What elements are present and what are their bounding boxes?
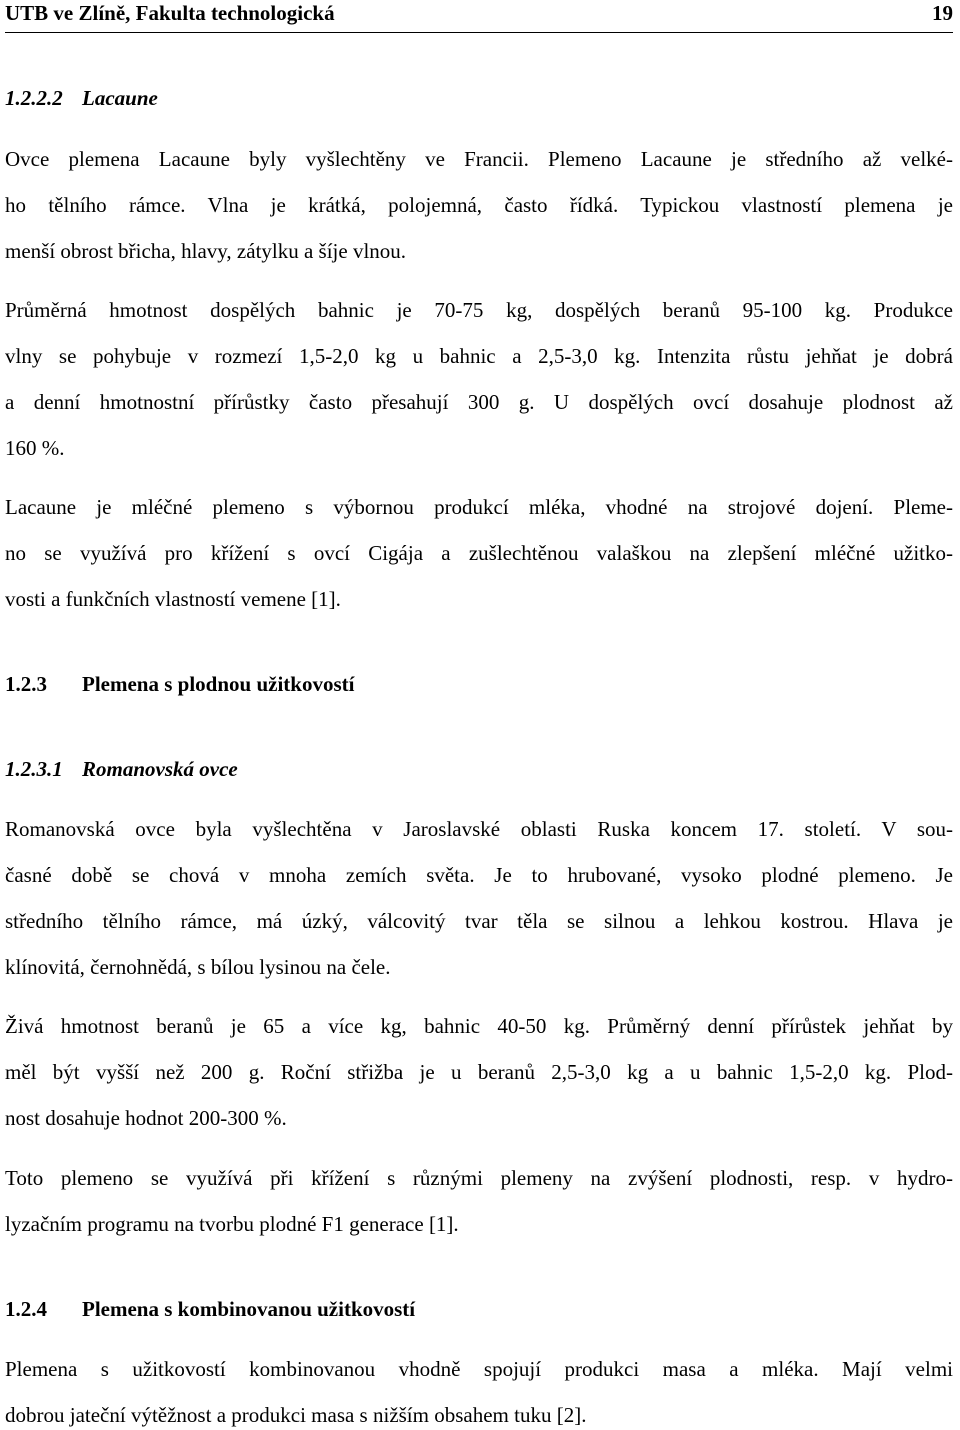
section-heading-plodna — [5, 671, 354, 697]
section-number: 1.2.2.2 — [5, 86, 63, 110]
header-title: UTB ve Zlíně, Fakulta technologická — [5, 1, 335, 25]
section-heading-kombinovana — [5, 1296, 415, 1322]
paragraph-line: středního tělního rámce, má úzký, válcovitý tvar těla se silnou a lehkou kostrou. Hlava je — [5, 909, 953, 933]
paragraph-line: Lacaune je mléčné plemeno s výbornou produkcí mléka, vhodné na strojové dojení. Pleme- — [5, 495, 953, 519]
section-heading-lacaune — [5, 85, 158, 111]
section-number: 1.2.4 — [5, 1297, 47, 1321]
section-title: Lacaune — [82, 86, 158, 110]
paragraph-line: Plemena s užitkovostí kombinovanou vhodně spojují produkci masa a mléka. Mají velmi — [5, 1357, 953, 1381]
paragraph-line: dobrou jateční výtěžnost a produkci masa s nižším obsahem tuku [2]. — [5, 1403, 587, 1427]
paragraph-line: lyzačním programu na tvorbu plodné F1 generace [1]. — [5, 1212, 459, 1236]
paragraph-line: Průměrná hmotnost dospělých bahnic je 70-75 kg, dospělých beranů 95-100 kg. Produkce — [5, 298, 953, 322]
paragraph-line: menší obrost břicha, hlavy, zátylku a šíje vlnou. — [5, 239, 407, 263]
paragraph-line: nost dosahuje hodnot 200-300 %. — [5, 1106, 287, 1130]
section-number: 1.2.3 — [5, 672, 47, 696]
page-header — [5, 0, 953, 33]
paragraph-line: Ovce plemena Lacaune byly vyšlechtěny ve Francii. Plemeno Lacaune je středního až velké- — [5, 147, 953, 171]
page-number: 19 — [932, 1, 953, 25]
paragraph-line: 160 %. — [5, 436, 65, 460]
section-heading-romanovska — [5, 756, 238, 782]
paragraph-line: klínovitá, černohnědá, s bílou lysinou na čele. — [5, 955, 391, 979]
section-title: Romanovská ovce — [82, 757, 238, 781]
paragraph-line: vosti a funkčních vlastností vemene [1]. — [5, 587, 341, 611]
section-title: Plemena s plodnou užitkovostí — [82, 672, 355, 696]
paragraph-line: měl být vyšší než 200 g. Roční střižba je u beranů 2,5-3,0 kg a u bahnic 1,5-2,0 kg. Plod- — [5, 1060, 953, 1084]
paragraph-line: Živá hmotnost beranů je 65 a více kg, bahnic 40-50 kg. Průměrný denní přírůstek jehňat by — [5, 1014, 953, 1038]
section-number: 1.2.3.1 — [5, 757, 63, 781]
paragraph-line: a denní hmotnostní přírůstky často přesahují 300 g. U dospělých ovcí dosahuje plodnost až — [5, 390, 953, 414]
section-title: Plemena s kombinovanou užitkovostí — [82, 1297, 416, 1321]
paragraph-line: vlny se pohybuje v rozmezí 1,5-2,0 kg u bahnic a 2,5-3,0 kg. Intenzita růstu jehňat je dobrá — [5, 344, 953, 368]
paragraph-line: no se využívá pro křížení s ovcí Cigája a zušlechtěnou valaškou na zlepšení mléčné užitko- — [5, 541, 953, 565]
paragraph-line: časné době se chová v mnoha zemích světa. Je to hrubované, vysoko plodné plemeno. Je — [5, 863, 953, 887]
paragraph-line: ho tělního rámce. Vlna je krátká, polojemná, často řídká. Typickou vlastností plemena je — [5, 193, 953, 217]
paragraph-line: Toto plemeno se využívá při křížení s různými plemeny na zvýšení plodnosti, resp. v hydro- — [5, 1166, 953, 1190]
paragraph-line: Romanovská ovce byla vyšlechtěna v Jaroslavské oblasti Ruska koncem 17. století. V sou- — [5, 817, 953, 841]
